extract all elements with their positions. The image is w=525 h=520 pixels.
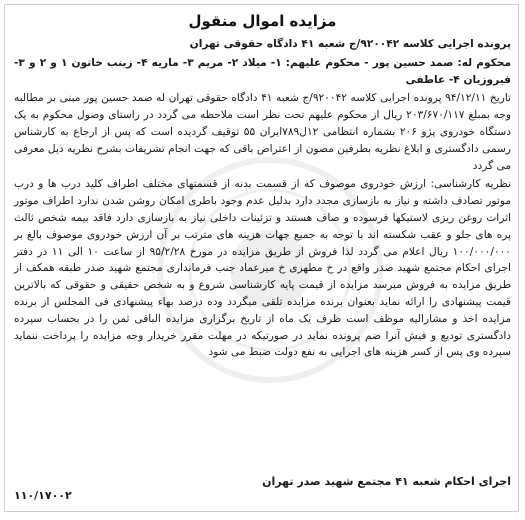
notice-footer [14, 475, 511, 502]
notice-title: مزایده اموال منقول [188, 12, 337, 30]
notice-border [4, 4, 519, 512]
parties-line: محکوم له: صمد حسین پور - محکوم علیهم: ۱- میلاد ۲- مریم ۳- ماریه ۴- زینب خاتون ۱ و ۲ و ۳- فیروزیان ۴- عاطفی [14, 56, 511, 86]
notice-code: ۱۱۰/۱۷۰۰۲ [14, 489, 72, 502]
expert-opinion: نظریه کارشناسی: ارزش خودروی موصوف که از قسمت بدنه از قسمتهای مختلف اطراف کلید درب ها و درب موتور تصادف داشته و نیاز به بازسازی مجدد دارد بدلیل عدم وجود باطری امکان روشن شدن ندارد اطراف موتور اثرات روغن ریزی لاستیکها فرسوده و صاف هستند و تزئینات داخلی نیاز به بازسازی دارد فاقد بیمه شخص ثالث پره های جلو و عقب شکسته اند با توجه به جمیع جهات هزینه های مترتب بر آن ارزش خودروی موصوف بالغ بر ۱۰۰/۰۰۰/۰۰۰ ریال اعلام می گردد لذا فروش از طریق مزایده در مورخ ۹۵/۲/۲۸ از ساعت ۱۰ الی ۱۱ در دفتر اجرای احکام مجتمع شهید صدر واقع در خ مطهری خ میرعماد جنب فرمانداری مجتمع شهید صدر طبقه همکف از طریق مزایده به فروش میرسد مزایده از قیمت پایه کارشناسی شروع و به شخص حقیقی و حقوقی که بالاترین قیمت پیشنهادی را ارائه نماید بعنوان برنده مزایده تلقی میگردد وده درصد بهاء پیشنهادی فی المجلس از برنده مزایده اخذ و مشارالیه موظف است ظرف یک ماه از تاریخ برگزاری مزایده الباقی ثمن را در بحساب سپرده دادگستری تودیع و فیش آنرا ضم پرونده نماید در صورتیکه در مهلت مقرر خریدار وجه مزایده را پرداخت ننماید سپرده وی پس از کسر هزینه های اجرایی به نفع دولت ضبط می شود [14, 178, 511, 359]
signature: اجرای احکام شعبه ۴۱ مجتمع شهید صدر تهران [262, 475, 511, 488]
case-line: پرونده اجرایی کلاسه ۹۲۰۰۴۲/ج شعبه ۴۱ دادگاه حقوقی تهران [189, 38, 511, 50]
case-description: تاریخ ۹۴/۱۲/۱۱ پرونده اجرایی کلاسه ۹۲۰۰۴۲/ج شعبه ۴۱ دادگاه حقوقی تهران له صمد حسین پور مبنی بر مطالبه وجه بمبلغ ۲۰۳/۶۷۰/۱۱۷ ریال از محکوم علیهم تحت نظر است ملاحظه می گردد در راستای وصول محکوم به یک دستگاه خودروی پژو ۲۰۶ بشماره انتظامی ۱۲ل۷۸۹ایران ۵۵ توقیف گردیده است که پس از ارجاع به کارشناس رسمی دادگستری و ابلاغ نظریه بطرفین مصون از اعتراض باقی که جهت انجام تشریفات بشرح نظریه ذیل معرفی می گردد [14, 92, 512, 172]
